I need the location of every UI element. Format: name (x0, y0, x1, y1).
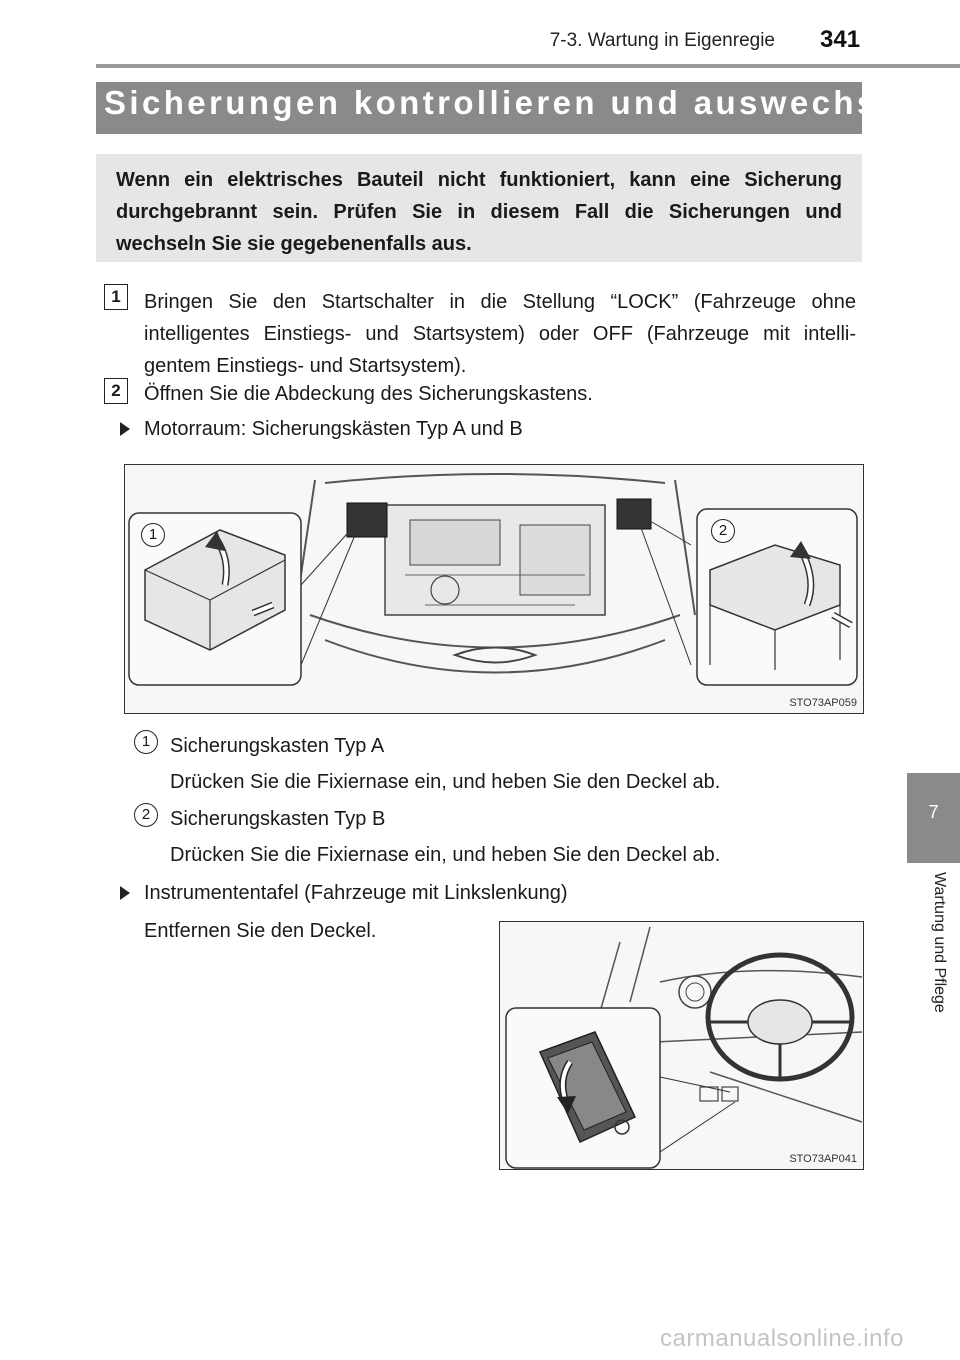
step-badge-1: 1 (104, 284, 128, 310)
figure-callout-2: 2 (711, 519, 735, 543)
engine-bay-illustration (125, 465, 863, 713)
legend-number-1: 1 (134, 730, 158, 754)
figure-engine-fuse-boxes (124, 464, 864, 714)
intro-text: Wenn ein elektrisches Bauteil nicht funktioniert, kann eine Sicherung durchgebrannt sein. Prüfen Sie in diesem Fall die Sicherungen und wechseln Sie sie gegebenenfalls aus. (116, 169, 842, 255)
bullet-instrument-panel-desc: Entfernen Sie den Deckel. (144, 920, 377, 942)
page-title: Sicherungen kontrollieren und auswechseln (104, 84, 937, 121)
bullet-arrow-icon (120, 886, 130, 900)
step-1-text (144, 286, 856, 382)
watermark: carmanualsonline.info (660, 1325, 904, 1352)
legend-desc-1: Drücken Sie die Fixiernase ein, und heben Sie den Deckel ab. (170, 771, 721, 793)
figure-callout-1: 1 (141, 523, 165, 547)
legend-title-2: Sicherungskasten Typ B (170, 808, 386, 830)
bullet-arrow-icon (120, 422, 130, 436)
step-1-line-1: Bringen Sie den Startschalter in die Stellung “LOCK” (Fahrzeuge ohne (144, 291, 856, 313)
legend-number-2: 2 (134, 803, 158, 827)
step-1-line-2: intelligentes Einstiegs- und Startsystem) oder OFF (Fahrzeuge mit intelli- (144, 323, 856, 345)
bullet-instrument-panel: Instrumententafel (Fahrzeuge mit Linkslenkung) (144, 882, 568, 904)
header-rule (96, 64, 960, 68)
step-1-line-3: gentem Einstiegs- und Startsystem). (144, 355, 467, 377)
page-number: 341 (820, 26, 861, 53)
step-2-text: Öffnen Sie die Abdeckung des Sicherungskastens. (144, 383, 593, 405)
instrument-panel-illustration (500, 922, 863, 1169)
legend-desc-2: Drücken Sie die Fixiernase ein, und heben Sie den Deckel ab. (170, 844, 721, 866)
figure-instrument-panel (499, 921, 864, 1170)
figure-code: STO73AP041 (789, 1153, 857, 1165)
bullet-engine-bay: Motorraum: Sicherungskästen Typ A und B (144, 418, 523, 440)
chapter-tab-label: Wartung und Pflege (931, 872, 948, 1013)
step-badge-2: 2 (104, 378, 128, 404)
running-header-section: 7-3. Wartung in Eigenregie (549, 30, 775, 51)
chapter-tab-number: 7 (928, 802, 939, 822)
figure-code: STO73AP059 (789, 697, 857, 709)
legend-title-1: Sicherungskasten Typ A (170, 735, 385, 757)
